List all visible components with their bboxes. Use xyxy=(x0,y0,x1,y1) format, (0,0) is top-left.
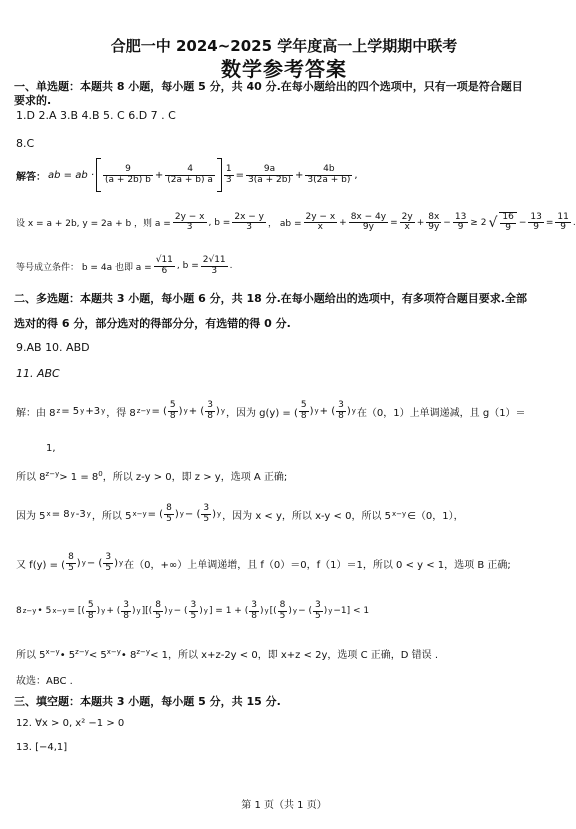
exponent: y xyxy=(136,607,141,616)
math-token: 5 xyxy=(314,610,321,621)
math-token: ) xyxy=(178,405,183,417)
fraction xyxy=(349,213,388,234)
exponent: 0 xyxy=(98,470,103,478)
math-token: ] = 1 + ( xyxy=(208,606,249,617)
math-token: -3 xyxy=(75,508,86,520)
math-token: + ( xyxy=(319,405,336,417)
math-token: 在（0，+∞）上单调递增，且 f（0）＝0，f（1）＝1，所以 0 < y < 1，选项 B 正确; xyxy=(124,559,511,571)
math-token: 5 xyxy=(300,400,307,410)
page-title: 合肥一中 2024~2025 学年度高一上学期期中联考 xyxy=(110,37,458,55)
math-token: 8 xyxy=(251,610,257,621)
math-token: 13 xyxy=(454,211,467,222)
section1-heading-line2: 要求的. xyxy=(14,94,52,107)
math-token: 3(2a + b) xyxy=(307,174,351,185)
fraction xyxy=(224,165,234,186)
math-token: 9 xyxy=(457,222,464,233)
math-token: x xyxy=(317,222,323,233)
math-token: 5 xyxy=(155,610,161,621)
answer-13: 13. [−4,1] xyxy=(16,742,68,753)
math-token: 3 xyxy=(314,600,321,610)
math-token: = xyxy=(390,217,398,228)
exponent: z xyxy=(56,407,61,416)
fraction xyxy=(201,256,228,277)
math-token: +3 xyxy=(85,405,101,417)
math-token: ) xyxy=(346,405,351,417)
math-token: √ xyxy=(488,214,498,231)
q11-conclusion: 故选：ABC . xyxy=(16,676,73,687)
fraction xyxy=(305,165,352,186)
math-token: < 1，所以 x+z-2y < 0，即 x+z < 2y，选项 C 正确，D 错误 . xyxy=(150,650,439,661)
math-token: 2y − x xyxy=(305,211,336,222)
math-token: 5 xyxy=(169,400,176,410)
math-token: 5 xyxy=(166,513,172,524)
exponent: y xyxy=(314,407,319,416)
math-token: ) xyxy=(309,405,314,417)
math-token: 因为 5 xyxy=(16,510,46,522)
exponent: z−y xyxy=(22,607,37,616)
math-token: ][( xyxy=(141,606,153,617)
math-token: = xyxy=(545,217,554,228)
exponent: x xyxy=(46,510,51,519)
exponent: x−y xyxy=(132,510,147,519)
math-token: ) xyxy=(163,606,168,617)
math-token: (2a + b) a xyxy=(167,174,213,185)
fraction xyxy=(304,213,338,234)
math-token: ，得 8 xyxy=(106,407,136,419)
exponent: y xyxy=(328,607,333,616)
math-token: 3(a + 2b) xyxy=(248,174,291,185)
math-token: 1 xyxy=(225,163,232,174)
section1-heading-line1: 一、单选题：本题共 8 小题，每小题 5 分，共 40 分.在每小题给出的四个选项中，只有一项是符合题目 xyxy=(14,80,523,93)
math-token: 所以 8 xyxy=(16,472,46,483)
right-bracket xyxy=(217,158,222,192)
q8-solution-line xyxy=(16,158,358,192)
q11-step2 xyxy=(16,468,287,483)
math-token: ) xyxy=(212,508,216,520)
math-token xyxy=(205,401,215,422)
page-subtitle: 数学参考答案 xyxy=(221,57,347,81)
exponent: z−y xyxy=(45,470,60,478)
math-token: 2y − x xyxy=(174,211,205,222)
math-token: ) xyxy=(199,606,203,617)
math-token: 8 xyxy=(300,410,307,421)
exponent: y xyxy=(264,607,269,616)
math-token xyxy=(103,553,113,574)
plus-sign: + xyxy=(154,169,164,181)
exponent: x−y xyxy=(45,648,60,656)
math-token: 3 xyxy=(211,265,218,276)
answer-12: 12. ∀x > 0, x² −1 > 0 xyxy=(16,718,125,729)
period: . xyxy=(572,217,576,228)
q11-step4 xyxy=(16,553,511,574)
math-token: ∈（0，1）， xyxy=(407,510,464,522)
math-token: 8 xyxy=(155,600,161,610)
math-text: ， ab = xyxy=(268,219,302,230)
fraction xyxy=(400,213,415,234)
math-token: 8 xyxy=(16,606,22,617)
math-token xyxy=(249,601,259,622)
math-token: 9 xyxy=(103,165,153,176)
fraction xyxy=(165,165,215,186)
math-token: 5 xyxy=(68,562,74,573)
math-text: ≥ 2 xyxy=(470,217,487,228)
exponent: z−y xyxy=(136,407,151,416)
math-token: √11 xyxy=(155,255,173,265)
exponent: x−y xyxy=(52,607,67,616)
fraction xyxy=(103,165,153,186)
exponent: y xyxy=(220,407,225,416)
math-token: + ( xyxy=(106,606,121,617)
answer-8: 8.C xyxy=(16,137,35,150)
math-token: 解：由 8 xyxy=(16,407,56,419)
exponent: z−y xyxy=(75,648,89,656)
exponent: y xyxy=(86,510,91,519)
math-token: 8 xyxy=(68,552,74,562)
single-choice-answers: 1.D 2.A 3.B 4.B 5. C 6.D 7 . C xyxy=(16,109,176,122)
math-token xyxy=(153,601,163,622)
math-token: 16 xyxy=(502,212,514,222)
math-token: 3 xyxy=(251,600,257,610)
math-token: 8 xyxy=(338,410,344,421)
math-token: 9 xyxy=(560,222,566,233)
math-token: 又 f(y) = ( xyxy=(16,559,66,571)
math-token: 8x − 4y xyxy=(350,211,387,222)
exponent: z−y xyxy=(136,648,151,656)
fraction xyxy=(528,213,543,234)
q8-equality-condition xyxy=(16,256,233,277)
fraction xyxy=(499,212,516,234)
q11-step1 xyxy=(16,401,526,422)
math-text: 等号成立条件： b = 4a 也即 a = xyxy=(16,262,152,273)
exponent: y xyxy=(80,407,85,416)
math-token: 8 xyxy=(207,410,213,421)
exponent: y xyxy=(179,510,184,519)
math-token: ，因为 x < y，所以 x-y < 0，所以 5 xyxy=(222,510,391,522)
math-token: = ( xyxy=(151,405,167,417)
math-token: 3 xyxy=(190,600,197,610)
math-token: 6 xyxy=(161,265,168,276)
equals-sign: = xyxy=(235,169,245,181)
math-text: 设 x = a + 2b, y = 2a + b ，则 a = xyxy=(16,219,171,230)
math-token: + xyxy=(416,217,425,228)
left-bracket xyxy=(96,158,101,192)
math-token xyxy=(336,401,346,422)
exponent: y xyxy=(81,559,86,568)
math-token: 3 xyxy=(338,400,344,410)
math-token: − ( xyxy=(298,606,312,617)
q8-expr-ab: ab = ab · xyxy=(48,169,95,181)
math-token: 4 xyxy=(165,165,215,176)
math-token: x xyxy=(404,222,410,233)
math-token: ) xyxy=(76,557,81,569)
exponent: y xyxy=(118,559,124,568)
math-token: = 8 xyxy=(51,508,70,520)
math-token: 8 xyxy=(279,600,286,610)
fraction xyxy=(246,165,293,186)
fraction xyxy=(173,213,207,234)
q8-substitution-line xyxy=(16,212,576,234)
math-token: ，所以 5 xyxy=(91,510,132,522)
math-token xyxy=(86,601,96,622)
math-token: < 5 xyxy=(88,650,107,661)
math-token: 3 xyxy=(203,503,210,513)
math-token: 9 xyxy=(505,222,511,233)
math-token: ) xyxy=(259,606,264,617)
plus-sign: + xyxy=(294,169,304,181)
math-token: 9a xyxy=(246,165,293,176)
math-token: • 5 xyxy=(59,650,76,661)
math-token: 8 xyxy=(87,610,94,621)
math-text: , b = xyxy=(208,217,231,228)
math-token: 在（0，1）上单调递减，且 g（1）＝ xyxy=(356,407,526,419)
math-token: 8x xyxy=(428,211,440,222)
math-token: = [( xyxy=(67,606,85,617)
math-token xyxy=(164,504,174,525)
q11-step5 xyxy=(16,601,369,622)
fraction xyxy=(453,213,468,234)
section3-heading: 三、填空题：本题共 3 小题，每小题 5 分，共 15 分. xyxy=(14,695,281,708)
comma: , xyxy=(354,169,358,181)
math-token: • 8 xyxy=(120,650,137,661)
math-token: ) xyxy=(114,557,118,569)
math-token: > 1 = 8 xyxy=(59,472,99,483)
section2-heading-line2: 选对的得 6 分，部分选对的得部分分，有选错的得 0 分. xyxy=(14,317,291,330)
exponent: x−y xyxy=(392,510,407,519)
math-token xyxy=(189,601,199,622)
math-token: 4b xyxy=(305,165,352,176)
math-token: ) xyxy=(323,606,328,617)
math-token: 3 xyxy=(207,400,213,410)
math-token xyxy=(66,553,76,574)
math-token: 2√11 xyxy=(202,255,226,265)
q11-step3 xyxy=(16,504,464,525)
math-token: 8 xyxy=(166,503,172,513)
section2-heading-line1: 二、多选题：本题共 3 小题，每小题 6 分，共 18 分.在每小题给出的选项中，有多项符合题目要求.全部 xyxy=(14,292,527,305)
math-token: 3 xyxy=(186,222,193,233)
math-token xyxy=(313,601,323,622)
fraction xyxy=(426,213,441,234)
math-token: 13 xyxy=(530,211,542,222)
math-token: 5 xyxy=(279,610,286,621)
exponent: y xyxy=(351,407,356,416)
math-token: 3 xyxy=(105,552,112,562)
math-token: 8 xyxy=(123,610,129,621)
exponent: y xyxy=(70,510,75,519)
math-token: 2y xyxy=(401,211,413,222)
math-token xyxy=(121,601,131,622)
math-token xyxy=(278,601,288,622)
exponent: y xyxy=(168,607,173,616)
math-token: ) xyxy=(288,606,292,617)
math-token: −1] < 1 xyxy=(333,606,370,617)
exponent: y xyxy=(203,607,208,616)
math-token: ) xyxy=(174,508,179,520)
math-token: ) xyxy=(96,606,101,617)
math-token xyxy=(168,401,178,422)
math-token: = ( xyxy=(147,508,164,520)
math-token: • 5 xyxy=(37,606,52,617)
math-token: 3 xyxy=(225,174,232,185)
period: . xyxy=(229,261,233,272)
math-token xyxy=(299,401,309,422)
math-token: [( xyxy=(269,606,277,617)
exponent: y xyxy=(101,607,106,616)
fraction xyxy=(154,256,175,277)
math-token: − xyxy=(443,217,451,228)
math-token: 2x − y xyxy=(234,211,264,222)
math-token: − xyxy=(518,217,527,228)
page-footer: 第 1 页（共 1 页） xyxy=(241,800,327,811)
math-token: + ( xyxy=(188,405,205,417)
math-token: 9y xyxy=(428,222,440,233)
solution-label: 解答： xyxy=(16,171,46,183)
math-token: − ( xyxy=(184,508,201,520)
math-token: = 5 xyxy=(61,405,80,417)
exponent: y xyxy=(183,407,188,416)
math-token: ) xyxy=(215,405,220,417)
multi-choice-answers: 9.AB 10. ABD xyxy=(16,341,90,354)
math-token xyxy=(201,504,211,525)
math-token: (a + 2b) b xyxy=(105,174,151,185)
math-token: 9 xyxy=(533,222,539,233)
math-token: + xyxy=(339,217,347,228)
fraction xyxy=(555,213,570,234)
exponent: y xyxy=(292,607,298,616)
answer-11: 11. ABC xyxy=(16,367,60,380)
math-token: − ( xyxy=(86,557,103,569)
q11-step6 xyxy=(16,646,438,661)
math-token: 5 xyxy=(190,610,197,621)
math-token: − ( xyxy=(173,606,188,617)
math-token: 11 xyxy=(557,211,569,222)
exponent: y xyxy=(217,510,222,519)
fraction xyxy=(232,213,266,234)
math-token: 8 xyxy=(169,410,176,421)
math-token: 3 xyxy=(246,222,253,233)
math-token: ，因为 g(y) = ( xyxy=(225,407,298,419)
math-token: ，所以 z-y > 0，即 z > y，选项 A 正确; xyxy=(102,472,288,483)
math-token: 5 xyxy=(105,562,112,573)
exponent: x−y xyxy=(106,648,121,656)
math-token: 3 xyxy=(123,600,129,610)
exponent: y xyxy=(101,407,106,416)
math-token: 9y xyxy=(362,222,374,233)
math-text: , b = xyxy=(176,261,199,272)
q11-step1-cont: 1, xyxy=(46,443,56,454)
math-token: 所以 5 xyxy=(16,650,46,661)
math-token: ) xyxy=(131,606,136,617)
math-token: 5 xyxy=(203,513,210,524)
math-token: 5 xyxy=(87,600,94,610)
